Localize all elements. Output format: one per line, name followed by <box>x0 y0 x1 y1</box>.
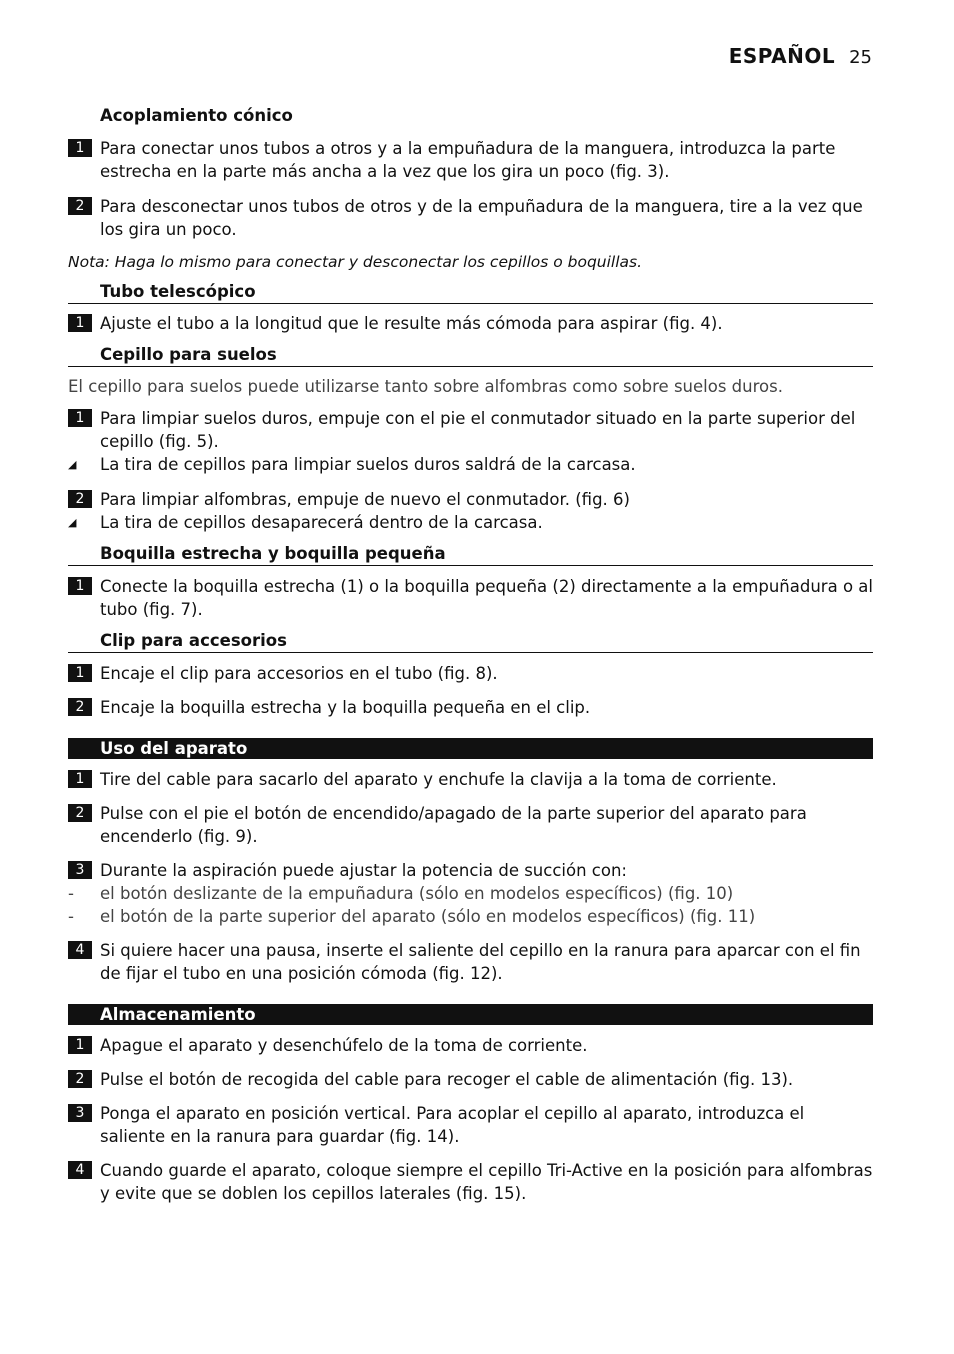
step-storage-1 <box>68 1034 873 1057</box>
step-text: Ajuste el tubo a la longitud que le resulte más cómoda para aspirar (fig. 4). <box>100 314 723 333</box>
step-conical-1 <box>68 137 873 183</box>
step-clip-1 <box>68 662 873 685</box>
step-number: 1 <box>68 1036 92 1054</box>
step-text: Para conectar unos tubos a otros y a la empuñadura de la manguera, introduzca la parte estrecha en la parte más ancha a la vez que los gira un poco (fig. 3). <box>100 139 836 181</box>
bullet-using-1 <box>68 882 873 905</box>
step-number: 2 <box>68 197 92 215</box>
step-text: Tire del cable para sacarlo del aparato y enchufe la clavija a la toma de corriente. <box>100 770 777 789</box>
result-arrow-icon: ◢ <box>68 516 77 529</box>
section-bar-using: Uso del aparato <box>68 738 873 759</box>
result-arrow-icon: ◢ <box>68 458 77 471</box>
step-number: 1 <box>68 139 92 157</box>
step-number: 2 <box>68 804 92 822</box>
step-number: 3 <box>68 1104 92 1122</box>
step-text: Durante la aspiración puede ajustar la potencia de succión con: <box>100 861 627 880</box>
step-using-3 <box>68 859 873 882</box>
page-content <box>68 106 873 1205</box>
step-text: Ponga el aparato en posición vertical. Para acoplar el cepillo al aparato, introduzca el saliente en la ranura para guardar (fig. 14). <box>100 1104 805 1146</box>
step-number: 3 <box>68 861 92 879</box>
step-number: 2 <box>68 1070 92 1088</box>
floor-brush-intro: El cepillo para suelos puede utilizarse tanto sobre alfombras como sobre suelos duros. <box>68 377 783 396</box>
step-using-1 <box>68 768 873 791</box>
section-title-floor-brush: Cepillo para suelos <box>68 345 873 367</box>
section-title-accessory-clip: Clip para accesorios <box>68 631 873 653</box>
page-header <box>729 44 872 68</box>
language-label: ESPAÑOL <box>728 44 836 68</box>
step-text: Pulse el botón de recogida del cable para recoger el cable de alimentación (fig. 13). <box>100 1070 794 1089</box>
step-text: Encaje el clip para accesorios en el tubo (fig. 8). <box>100 664 498 683</box>
step-text: Encaje la boquilla estrecha y la boquilla pequeña en el clip. <box>100 698 591 717</box>
step-nozzles-1 <box>68 575 873 621</box>
step-text: Apague el aparato y desenchúfelo de la toma de corriente. <box>100 1036 588 1055</box>
step-telescopic-1 <box>68 312 873 335</box>
step-clip-2 <box>68 696 873 719</box>
step-text: Si quiere hacer una pausa, inserte el saliente del cepillo en la ranura para aparcar con el fin de fijar el tubo en una posición cómoda (fig. 12). <box>100 941 861 983</box>
bullet-text: el botón deslizante de la empuñadura (sólo en modelos específicos) (fig. 10) <box>100 884 734 903</box>
result-text: La tira de cepillos desaparecerá dentro de la carcasa. <box>100 513 543 532</box>
step-text: Para limpiar alfombras, empuje de nuevo el conmutador. (fig. 6) <box>100 490 630 509</box>
step-number: 1 <box>68 409 92 427</box>
section-title-telescopic: Tubo telescópico <box>68 282 873 304</box>
bullet-using-2 <box>68 905 873 928</box>
step-text: Cuando guarde el aparato, coloque siempre el cepillo Tri-Active en la posición para alfombras y evite que se doblen los cepillos laterales (fig. 15). <box>100 1161 873 1203</box>
step-text: Conecte la boquilla estrecha (1) o la boquilla pequeña (2) directamente a la empuñadura o al tubo (fig. 7). <box>100 577 873 619</box>
step-using-4 <box>68 939 873 985</box>
step-storage-3 <box>68 1102 873 1148</box>
section-title-conical: Acoplamiento cónico <box>100 106 293 125</box>
step-number: 1 <box>68 770 92 788</box>
dash-marker: - <box>68 907 74 926</box>
step-storage-4 <box>68 1159 873 1205</box>
step-number: 1 <box>68 664 92 682</box>
step-storage-2 <box>68 1068 873 1091</box>
step-conical-2 <box>68 195 873 241</box>
step-text: Pulse con el pie el botón de encendido/apagado de la parte superior del aparato para encenderlo (fig. 9). <box>100 804 807 846</box>
section-bar-storage: Almacenamiento <box>68 1004 873 1025</box>
step-number: 2 <box>68 698 92 716</box>
step-text: Para desconectar unos tubos de otros y de la empuñadura de la manguera, tire a la vez que los gira un poco. <box>100 197 863 239</box>
result-text: La tira de cepillos para limpiar suelos duros saldrá de la carcasa. <box>100 455 636 474</box>
step-number: 2 <box>68 490 92 508</box>
bullet-text: el botón de la parte superior del aparato (sólo en modelos específicos) (fig. 11) <box>100 907 756 926</box>
step-text: Para limpiar suelos duros, empuje con el pie el conmutador situado en la parte superior del cepillo (fig. 5). <box>100 409 856 451</box>
step-floor-2 <box>68 488 873 511</box>
result-floor-1 <box>68 453 873 476</box>
step-number: 4 <box>68 941 92 959</box>
step-number: 1 <box>68 314 92 332</box>
step-using-2 <box>68 802 873 848</box>
section-title-nozzles: Boquilla estrecha y boquilla pequeña <box>68 544 873 566</box>
note-text: Nota: Haga lo mismo para conectar y desconectar los cepillos o boquillas. <box>68 253 643 271</box>
result-floor-2 <box>68 511 873 534</box>
dash-marker: - <box>68 884 74 903</box>
step-number: 1 <box>68 577 92 595</box>
page-number: 25 <box>849 47 872 68</box>
step-floor-1 <box>68 407 873 453</box>
step-number: 4 <box>68 1161 92 1179</box>
